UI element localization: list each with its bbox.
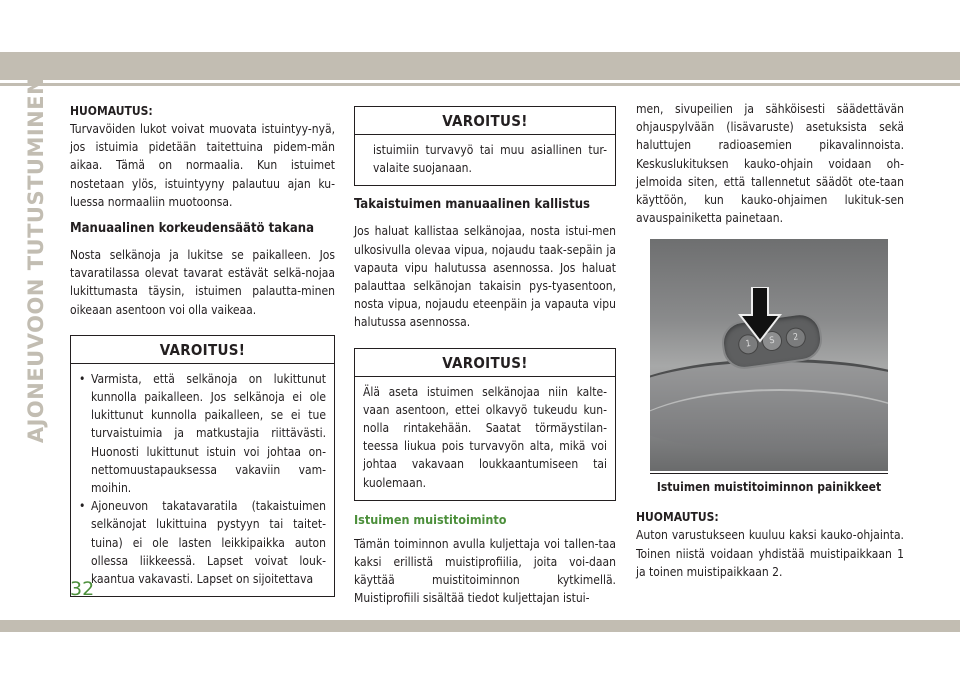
header-band [0,52,960,80]
warning-title: VAROITUS! [71,336,334,364]
page-number: 32 [70,578,95,600]
memory-intro-text: men, sivupeilien ja sähköisesti säädettävän ohjauspylvään (lisävaruste) asetuksista sekä haluttujen radioasemien pikavalinnoista. Keskuslukituksen kauko-ohjain voidaan oh-jelmoida siten, että tallennetut säädöt ote-taan käyttöön, kun kauko-ohjaimen lukituk-sen avauspainiketta painetaan. [636,102,904,226]
column-3 [636,100,904,581]
warning-item: • Varmista, että selkänoja on lukittunut kunnolla paikalleen. Jos selkänoja ei ole lukittunut kunnolla paikalleen, se ei tue turvaistuimia ja matkustajia riittävästi. Huonosti lukittunut istuin voi johtaa on-nettomuustapauksessa vakaviin vam-moihin. [79,370,326,497]
memory-set-button: S [761,330,784,353]
section-heading-memory: Istuimen muistitoiminto [354,511,507,527]
warning-list [79,370,326,588]
section-text-recline: Jos haluat kallistaa selkänojaa, nosta istui-men ulkosivulla olevaa vipua, nojaudu taak-sepäin ja vapauta vipu halutussa asennossa. Jos haluat palauttaa selkänojan takaisin pys-tyasentoon, nosta vipua, nojaudu eteenpäin ja vapauta vipu halutussa asennossa. [354,224,616,330]
memory-button-1: 1 [737,333,760,356]
memory-button-2: 2 [784,327,807,350]
note-heading: HUOMAUTUS: [70,104,153,118]
door-trim-highlight [650,389,888,471]
warning-body: istuimiin turvavyö tai muu asiallinen tur-valaite suojanaan. [373,143,607,176]
note-text: Turvavöiden lukot voivat muovata istuintyy-nyä, jos istuimia pidetään taitettuina pidem-män aikaa. Tämä on normaalia. Kun istuimet nostetaan ylös, istuintyyny palautuu ajan ku-luessa normaaliin muotoonsa. [70,122,335,209]
down-arrow-icon [736,287,784,343]
warning-body: Älä aseta istuimen selkänojaa niin kalte-vaan asentoon, ettei olkavyö tukeudu kun-nolla rintakehään. Saatat törmäystilan-teessa liukua pois turvavyön alta, mikä voi johtaa vakavaan loukkaantumiseen tai kuolemaan. [363,384,607,490]
chapter-side-title [18,76,54,444]
warning-box-continued [354,106,616,186]
figure-caption: Istuimen muistitoiminnon painikkeet [650,473,888,494]
warning-title: VAROITUS! [355,107,615,135]
warning-box-recline [354,348,616,501]
section-heading-recline: Takaistuimen manuaalinen kallistus [354,197,590,213]
column-2 [354,106,616,608]
note-heading: HUOMAUTUS: [636,510,719,525]
warning-body [71,364,334,596]
chapter-title-text: AJONEUVOON TUTUSTUMINEN [24,76,49,444]
footer-band [0,620,960,632]
warning-box [70,335,335,597]
warning-title: VAROITUS! [355,349,615,377]
header-rule [0,83,960,86]
section-text-height-adjust: Nosta selkänoja ja lukitse se paikalleen. Jos tavaratilassa olevat tavarat estävät selkä-nojaa lukittumasta täysin, istuimen palautta-minen oikeaan asentoon voi olla vaikeaa. [70,248,335,317]
column-1 [70,100,335,597]
section-heading-height-adjust: Manuaalinen korkeudensäätö takana [70,221,315,237]
figure [650,239,888,494]
memory-buttons-photo [650,239,888,471]
section-text-memory: Tämän toiminnon avulla kuljettaja voi tallen-taa kaksi erillistä muistiprofiilia, joita voi-daan käyttää muistitoiminnon kytkimellä. Muistiprofiili sisältää tiedot kuljettajan istui- [354,536,616,606]
warning-item: • Ajoneuvon takatavaratila (takaistuimen selkänojat lukittuina pystyyn tai taitet-tuina) ei ole lasten leikkipaikka auton ollessa liikkeessä. Lapset voivat louk-kaantua vakavasti. Lapset on sijoitettava [79,497,326,588]
note-text: Auton varustukseen kuuluu kaksi kauko-ohjainta. Toinen niistä voidaan yhdistää muistipaikkaan 1 ja toinen muistipaikkaan 2. [636,528,904,579]
